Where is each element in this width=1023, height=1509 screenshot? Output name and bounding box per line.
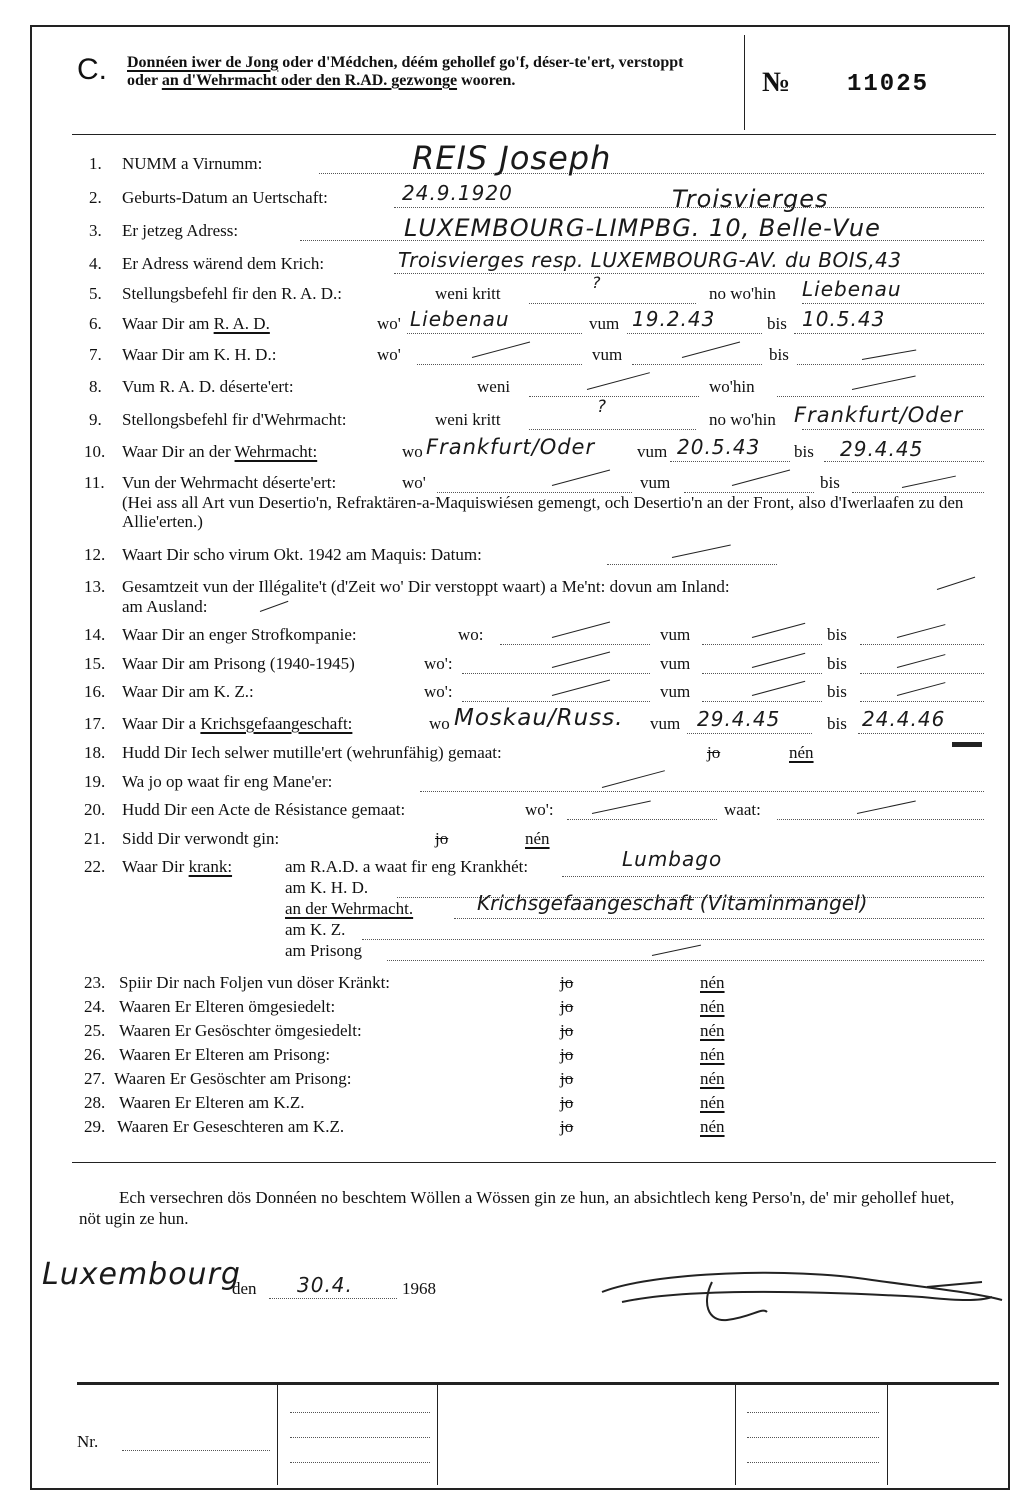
row-label: Sidd Dir verwondt gin:: [122, 829, 280, 848]
bis-label: bis: [769, 345, 789, 364]
strike-dash: [852, 375, 916, 389]
vum-label: vum: [637, 442, 668, 461]
row-label: Stellungsbefehl fir den R. A. D.:: [122, 284, 343, 303]
row-number: 25.: [84, 1021, 106, 1040]
row-label: Hudd Dir Iech selwer mutille'ert (wehrunfähig) gemaat:: [122, 743, 502, 762]
year-label: 1968: [402, 1279, 436, 1298]
row-number: 29.: [84, 1117, 106, 1136]
strike-dash: [472, 341, 530, 357]
weni-label: weni kritt: [435, 410, 501, 429]
row-label-text: Waar Dir an der: [122, 442, 235, 461]
wohin-label: no wo'hin: [709, 410, 776, 429]
dotted-line: [362, 939, 984, 940]
bis-label: bis: [827, 654, 847, 673]
handwritten-from-date: 19.2.43: [632, 307, 716, 331]
dotted-line: [632, 364, 762, 365]
dotted-line: [290, 1412, 430, 1413]
strike-dash: [552, 679, 610, 695]
dotted-line: [290, 1462, 430, 1463]
row-number: 26.: [84, 1045, 106, 1064]
row-label: [122, 314, 270, 334]
row-label: Waaren Er Gesöschter ömgesiedelt:: [119, 1021, 362, 1040]
declaration-text: Ech versechren dös Donnéen no beschtem Wöllen a Wössen gin ze hun, an absichtlech keng Perso'n, de' mir gehollef huet, nöt ugin ze hun.: [79, 1188, 955, 1228]
vum-label: vum: [660, 625, 691, 644]
bis-label: bis: [827, 682, 847, 701]
dotted-line: [607, 564, 777, 565]
dotted-line: [702, 673, 822, 674]
dotted-line: [777, 819, 984, 820]
row-number: 23.: [84, 973, 106, 992]
dotted-line: [420, 791, 984, 792]
vum-label: vum: [589, 314, 620, 333]
row-number: 1.: [89, 154, 102, 173]
handwritten-current-address: LUXEMBOURG-LIMPBG. 10, Belle-Vue: [404, 214, 881, 242]
waat-label: waat:: [724, 800, 761, 819]
nen-option: nén: [700, 1069, 725, 1088]
wo-label: wo':: [424, 682, 453, 701]
nen-option: nén: [700, 1021, 725, 1040]
strike-dash: [862, 349, 916, 360]
dotted-line: [824, 461, 984, 462]
row-number: 14.: [84, 625, 106, 644]
header-title: [127, 54, 717, 90]
row-label-text: Waar Dir: [122, 857, 189, 876]
header-title-part4: wooren.: [457, 72, 516, 89]
row-number: 4.: [89, 254, 102, 273]
handwritten-date: 30.4.: [297, 1273, 353, 1297]
illness-rad-label: am R.A.D. a waat fir eng Krankhét:: [285, 857, 529, 876]
dotted-line: [860, 673, 984, 674]
handwritten-birth-date: 24.9.1920: [402, 181, 513, 205]
jo-option: jo: [560, 1093, 574, 1112]
bottom-box-divider: [735, 1385, 736, 1485]
strike-dash: [902, 476, 956, 488]
strike-dash: [260, 601, 289, 612]
row-number: 3.: [89, 221, 102, 240]
header-title-part1: Donnéen iwer de Jong: [127, 54, 279, 71]
row-label-text: Waar Dir am: [122, 314, 214, 333]
row-number: 28.: [84, 1093, 106, 1112]
dotted-line: [562, 876, 984, 877]
dotted-line: [860, 644, 984, 645]
row-number: 7.: [89, 345, 102, 364]
strike-dash: [592, 801, 651, 814]
handwritten-illness: Krichsgefaangeschaft (Vitaminmangel): [477, 891, 868, 915]
dotted-line: [747, 1412, 879, 1413]
vum-label: vum: [650, 714, 681, 733]
handwritten-location: Liebenau: [410, 307, 510, 331]
nen-option: nén: [700, 1045, 725, 1064]
row-label: [122, 442, 317, 462]
row-label-underlined: Krichsgefaangeschaft:: [200, 714, 353, 733]
row-label: Wa jo op waat fir eng Mane'er:: [122, 772, 333, 791]
dotted-line: [122, 1450, 270, 1451]
row-label-second: am Ausland:: [122, 597, 208, 616]
row-label-underlined: krank:: [188, 857, 233, 876]
dotted-line: [670, 461, 790, 462]
row-note: (Hei ass all Art vun Desertio'n, Refraktären-a-Maquiswiésen gemengt, och Desertio'n an der Front, also d'Iwerlaafen zu den Allie'erten.): [122, 493, 964, 531]
form-sheet: [30, 25, 1010, 1490]
strike-dash: [937, 577, 975, 590]
strike-dash: [752, 653, 805, 668]
dotted-line: [747, 1462, 879, 1463]
row-number: 20.: [84, 800, 106, 819]
bis-label: bis: [794, 442, 814, 461]
handwritten-illness: Lumbago: [622, 847, 723, 871]
vum-label: vum: [660, 682, 691, 701]
dotted-line: [269, 1298, 397, 1299]
row-number: 12.: [84, 545, 106, 564]
row-number: 18.: [84, 743, 106, 762]
row-number: 13.: [84, 577, 106, 596]
row-label: Gesamtzeit vun der Illégalite't (d'Zeit wo' Dir verstoppt waart) a Me'nt: dovun am Inland:: [122, 577, 730, 596]
strike-dash: [857, 801, 916, 814]
wo-label: wo: [429, 714, 450, 733]
row-number: 10.: [84, 442, 106, 461]
nen-option: nén: [700, 973, 725, 992]
den-label: den: [232, 1279, 257, 1298]
header-title-part3: an d'Wehrmacht oder den R.AD. gezwonge: [161, 72, 458, 89]
bottom-box-top: [77, 1382, 999, 1385]
row-label: Vun der Wehrmacht déserte'ert:: [122, 473, 337, 492]
row-label: Waar Dir am K. Z.:: [122, 682, 254, 701]
wo-label: wo':: [525, 800, 554, 819]
row-number: 9.: [89, 410, 102, 429]
row-label: Waaren Er Elteren am K.Z.: [119, 1093, 305, 1112]
nen-option: nén: [700, 1093, 725, 1112]
row-number: 6.: [89, 314, 102, 333]
bottom-box-divider: [437, 1385, 438, 1485]
illness-kz-label: am K. Z.: [285, 920, 346, 939]
dotted-line: [797, 364, 984, 365]
handwritten-question-mark: ?: [592, 273, 602, 292]
row-label: Waaren Er Elteren am Prisong:: [119, 1045, 331, 1064]
handwritten-question-mark: ?: [597, 397, 608, 417]
section-rule: [72, 1162, 996, 1163]
header-divider: [744, 35, 745, 130]
wo-label: wo': [402, 473, 426, 492]
strike-dash: [897, 624, 946, 638]
header-rule: [72, 134, 996, 135]
strike-dash: [752, 623, 805, 638]
nen-option: nén: [525, 829, 550, 848]
row-label: Waaren Er Elteren ömgesiedelt:: [119, 997, 336, 1016]
row-label: Waar Dir am K. H. D.:: [122, 345, 277, 364]
handwritten-name: REIS Joseph: [412, 139, 612, 177]
strike-dash: [752, 681, 805, 696]
handwritten-destination: Frankfurt/Oder: [794, 403, 964, 427]
dotted-line: [462, 701, 650, 702]
row-number: 22.: [84, 857, 106, 876]
row-number: 2.: [89, 188, 102, 207]
jo-option: jo: [560, 1021, 574, 1040]
weni-label: weni kritt: [435, 284, 501, 303]
bottom-box-divider: [277, 1385, 278, 1485]
dotted-line: [702, 701, 822, 702]
jo-option: jo: [560, 997, 574, 1016]
dotted-line: [777, 396, 984, 397]
row-label: [122, 714, 352, 734]
strike-dash: [552, 621, 610, 637]
dotted-line: [394, 273, 984, 274]
dotted-line: [747, 1437, 879, 1438]
handwritten-location: Moskau/Russ.: [454, 705, 624, 731]
dotted-line: [529, 303, 696, 304]
strike-dash: [602, 770, 665, 788]
dotted-line: [387, 960, 984, 961]
wo-label: wo':: [424, 654, 453, 673]
bis-label: bis: [767, 314, 787, 333]
jo-option: jo: [560, 1045, 574, 1064]
dotted-line: [802, 303, 984, 304]
dotted-line: [567, 819, 717, 820]
row-number: 16.: [84, 682, 106, 701]
handwritten-destination: Liebenau: [802, 277, 902, 301]
section-letter: C.: [77, 53, 107, 86]
handwritten-place: Luxembourg: [42, 1257, 241, 1292]
row-number: 17.: [84, 714, 106, 733]
dotted-line: [407, 333, 582, 334]
jo-option: jo: [560, 1117, 574, 1136]
row-number: 15.: [84, 654, 106, 673]
illness-wehrmacht-label: an der Wehrmacht.: [285, 899, 414, 918]
dotted-line: [500, 644, 650, 645]
strike-dash: [897, 654, 946, 668]
row-label: Waaren Er Geseschteren am K.Z.: [117, 1117, 345, 1136]
row-number: 8.: [89, 377, 102, 396]
dotted-line: [687, 733, 812, 734]
row-number: 27.: [84, 1069, 106, 1088]
strike-dash: [552, 469, 610, 485]
handwritten-from-date: 29.4.45: [697, 707, 781, 731]
bottom-box-divider: [887, 1385, 888, 1485]
strike-dash: [732, 469, 790, 485]
dotted-line: [702, 644, 822, 645]
dotted-line: [627, 333, 762, 334]
vum-label: vum: [592, 345, 623, 364]
jo-option: jo: [560, 973, 574, 992]
number-sign: №: [762, 67, 791, 98]
dotted-line: [290, 1437, 430, 1438]
nr-label: Nr.: [77, 1432, 99, 1451]
bis-label: bis: [820, 473, 840, 492]
handwritten-to-date: 24.4.46: [862, 707, 946, 731]
strike-dash: [552, 651, 610, 667]
row-label-text: Waar Dir a: [122, 714, 201, 733]
dotted-line: [454, 918, 984, 919]
weni-label: weni: [477, 377, 511, 396]
wo-label: wo': [377, 345, 401, 364]
wo-label: wo: [402, 442, 423, 461]
wohin-label: wo'hin: [709, 377, 755, 396]
form-number: 11025: [847, 71, 930, 98]
row-label: NUMM a Virnumm:: [122, 154, 263, 173]
wo-label: wo': [377, 314, 401, 333]
dotted-line: [858, 733, 984, 734]
nen-option: nén: [789, 743, 814, 762]
handwritten-location: Frankfurt/Oder: [426, 435, 596, 459]
row-number: 24.: [84, 997, 106, 1016]
bis-label: bis: [827, 625, 847, 644]
jo-option: jo: [707, 743, 721, 762]
row-label: Waar Dir an enger Strofkompanie:: [122, 625, 357, 644]
nen-option: nén: [700, 997, 725, 1016]
row-label: Waar Dir am Prisong (1940-1945): [122, 654, 355, 673]
row-number: 21.: [84, 829, 106, 848]
handwritten-to-date: 29.4.45: [840, 437, 924, 461]
handwritten-to-date: 10.5.43: [802, 307, 886, 331]
dotted-line: [860, 701, 984, 702]
strike-dash: [682, 341, 740, 357]
row-label: Er Adress wärend dem Krich:: [122, 254, 325, 273]
vum-label: vum: [660, 654, 691, 673]
dotted-line: [802, 429, 984, 430]
row-label-underlined: R. A. D.: [213, 314, 270, 333]
signature-mark: [592, 1252, 1012, 1332]
row-label: Vum R. A. D. déserte'ert:: [122, 377, 294, 396]
row-label: Waaren Er Gesöschter am Prisong:: [114, 1069, 352, 1088]
row-label: Er jetzeg Adress:: [122, 221, 239, 240]
row-number: 5.: [89, 284, 102, 303]
handwritten-from-date: 20.5.43: [677, 435, 761, 459]
nen-option: nén: [700, 1117, 725, 1136]
handwritten-birth-place: Troisvierges: [672, 185, 829, 213]
strike-dash: [587, 372, 650, 390]
illness-khd-label: am K. H. D.: [285, 878, 369, 897]
handwritten-war-address: Troisvierges resp. LUXEMBOURG-AV. du BOIS,43: [398, 248, 902, 272]
row-label: Geburts-Datum an Uertschaft:: [122, 188, 328, 207]
strike-dash: [897, 682, 946, 696]
wo-label: wo:: [458, 625, 484, 644]
bis-label: bis: [827, 714, 847, 733]
row-label: Stellongsbefehl fir d'Wehrmacht:: [122, 410, 347, 429]
row-number: 19.: [84, 772, 106, 791]
row-label: [122, 857, 232, 877]
wohin-label: no wo'hin: [709, 284, 776, 303]
row-label: Spiir Dir nach Foljen vun döser Kränkt:: [119, 973, 391, 992]
strike-dash: [672, 545, 731, 558]
illness-prison-label: am Prisong: [285, 941, 362, 960]
dotted-line: [529, 396, 699, 397]
dotted-line: [529, 429, 696, 430]
row-label: Hudd Dir een Acte de Résistance gemaat:: [122, 800, 406, 819]
jo-option: jo: [560, 1069, 574, 1088]
row-number: 11.: [84, 473, 105, 492]
dotted-line: [417, 364, 582, 365]
row-label-underlined: Wehrmacht:: [234, 442, 318, 461]
dotted-line: [794, 333, 984, 334]
strike-dash: [652, 945, 701, 956]
row-label: Waart Dir scho virum Okt. 1942 am Maquis: Datum:: [122, 545, 482, 564]
ink-mark: [952, 742, 982, 747]
vum-label: vum: [640, 473, 671, 492]
dotted-line: [462, 673, 650, 674]
header-title-part2: oder d'Médchen, déém gehollef go'f, déser-te'ert, verstoppt oder: [127, 54, 684, 89]
jo-option: jo: [435, 829, 449, 848]
